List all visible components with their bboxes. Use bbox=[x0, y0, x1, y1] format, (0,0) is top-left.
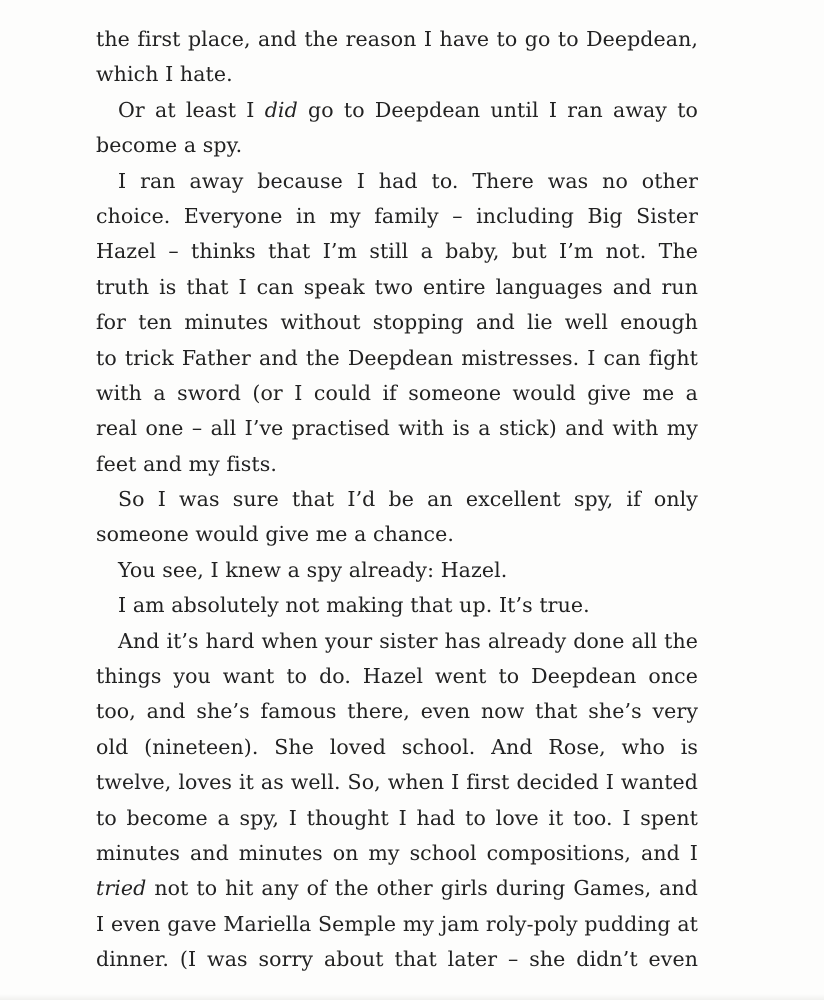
italic-emphasis: tried bbox=[96, 876, 147, 901]
text-line: Hazel – thinks that I’m still a baby, but I’m not. The bbox=[96, 239, 698, 264]
text-line: to become a spy, I thought I had to love it too. I spent bbox=[96, 805, 698, 830]
text-line: I even gave Mariella Semple my jam roly-poly pudding at bbox=[96, 911, 698, 936]
text-line: for ten minutes without stopping and lie well enough bbox=[96, 310, 698, 335]
text-segment: Or at least I bbox=[118, 97, 265, 122]
text-line: to trick Father and the Deepdean mistresses. I can fight bbox=[96, 345, 698, 370]
text-line: old (nineteen). She loved school. And Rose, who is bbox=[96, 734, 698, 759]
text-line: truth is that I can speak two entire languages and run bbox=[96, 274, 698, 299]
text-line: twelve, loves it as well. So, when I first decided I wanted bbox=[96, 770, 698, 795]
text-line: choice. Everyone in my family – including Big Sister bbox=[96, 203, 698, 228]
text-segment: not to hit any of the other girls during Games, and bbox=[146, 876, 698, 901]
text-line: too, and she’s famous there, even now that she’s very bbox=[96, 699, 698, 724]
text-line: which I hate. bbox=[96, 62, 233, 87]
text-line: And it’s hard when your sister has already done all the bbox=[118, 628, 698, 653]
text-line: feet and my fists. bbox=[96, 451, 277, 476]
page-edge-shadow bbox=[0, 994, 824, 1000]
text-line: become a spy. bbox=[96, 133, 243, 158]
text-line: with a sword (or I could if someone would give me a bbox=[96, 380, 698, 405]
text-line: real one – all I’ve practised with is a stick) and with my bbox=[96, 416, 698, 441]
text-line: someone would give me a chance. bbox=[96, 522, 454, 547]
text-line: I am absolutely not making that up. It’s true. bbox=[118, 593, 590, 618]
body-text bbox=[96, 22, 698, 978]
text-line: things you want to do. Hazel went to Deepdean once bbox=[96, 664, 698, 689]
text-line: So I was sure that I’d be an excellent spy, if only bbox=[118, 487, 698, 512]
text-line: minutes and minutes on my school compositions, and I bbox=[96, 840, 698, 865]
text-line bbox=[96, 871, 698, 906]
text-line: I ran away because I had to. There was no other bbox=[118, 168, 698, 193]
text-line bbox=[96, 93, 698, 128]
text-line: the first place, and the reason I have to go to Deepdean, bbox=[96, 27, 698, 51]
text-segment: go to Deepdean until I ran away to bbox=[297, 97, 698, 122]
italic-emphasis: did bbox=[264, 97, 298, 122]
text-line: dinner. (I was sorry about that later – she didn’t even bbox=[96, 947, 698, 972]
text-line: You see, I knew a spy already: Hazel. bbox=[118, 557, 508, 582]
